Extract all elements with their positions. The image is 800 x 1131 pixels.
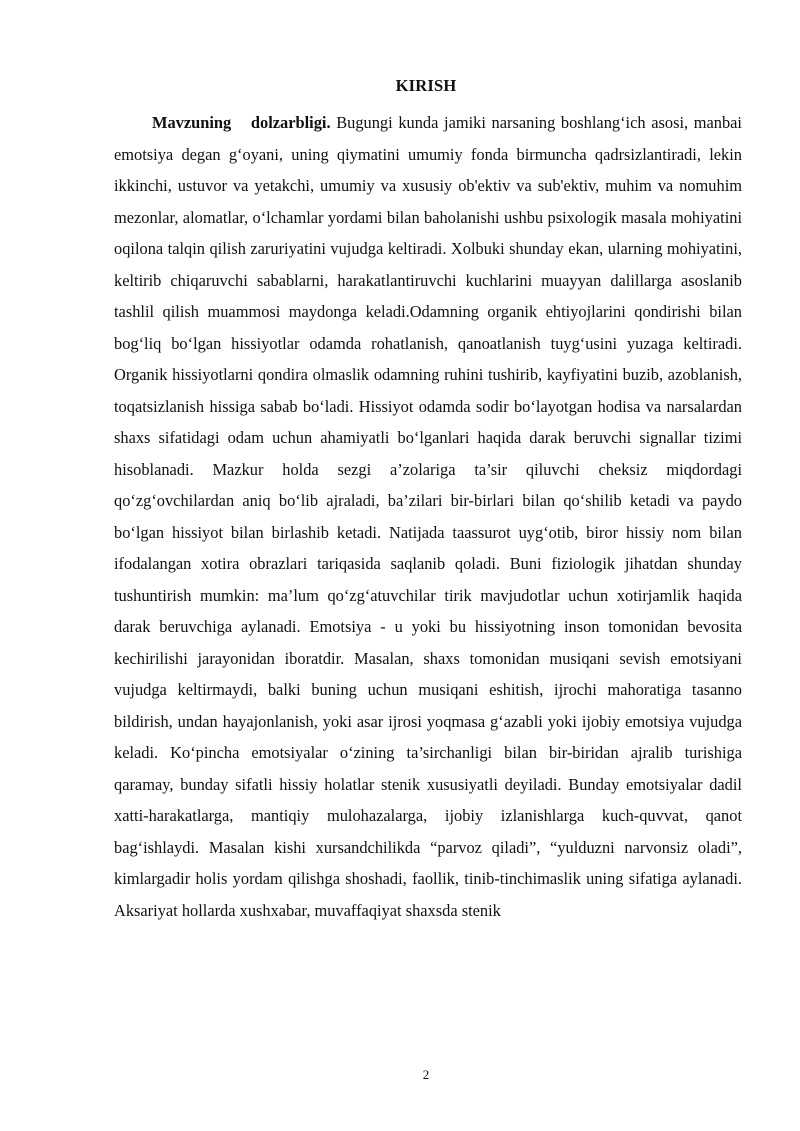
paragraph-text: Bugungi kunda jamiki narsaning boshlang‘ich asosi, manbai emotsiya degan g‘oyani, uning qiymatini umumiy fonda birmuncha qadrsizlantiradi, lekin ikkinchi, ustuvor va yetakchi, umumiy va xususiy ob'ektiv va sub'ektiv, muhim va nomuhim mezonlar, alomatlar, o‘lchamlar yordami bilan baholanishi ushbu psixologik masala mohiyatini oqilona talqin qilish zaruriyatini vujudga keltiradi. Xolbuki shunday ekan, ularning mohiyatini, keltirib chiqaruvchi sabablarni, harakatlantiruvchi kuchlarini muayyan dalillarga asoslanib tashlil qilish muammosi maydonga keladi.Odamning organik ehtiyojlarini qondirishi bilan bog‘liq bo‘lgan hissiyotlar odamda rohatlanish, qanoatlanish tuyg‘usini yuzaga keltiradi. Organik hissiyotlarni qondira olmaslik odamning ruhini tushirib, kayfiyatini buzib, azoblanish, toqatsizlanish hissiga sabab bo‘ladi. Hissiyot odamda sodir bo‘layotgan hodisa va narsalardan shaxs sifatidagi odam uchun ahamiyatli bo‘lganlari haqida darak beruvchi signallar tizimi hisoblanadi. Mazkur holda sezgi a’zolariga ta’sir qiluvchi cheksiz miqdordagi qo‘zg‘ovchilardan aniq bo‘lib ajraladi, ba’zilari bir-birlari bilan qo‘shilib ketadi va paydo bo‘lgan hissiyot bilan birlashib ketadi. Natijada taassurot uyg‘otib, biror hissiy nom bilan ifodalangan xotira obrazlari tariqasida saqlanib qoladi. Buni fiziologik jihatdan shunday tushuntirish mumkin: ma’lum qo‘zg‘atuvchilar tirik mavjudotlar uchun xotirjamlik haqida darak beruvchiga aylanadi. Emotsiya - u yoki bu hissiyotning inson tomonidan bevosita kechirilishi jarayonidan iboratdir. Masalan, shaxs tomonidan musiqani sevish emotsiyani vujudga keltirmaydi, balki buning uchun musiqani eshitish, ijrochi mahoratiga tasanno bildirish, undan hayajonlanish, yoki asar ijrosi yoqmasa g‘azabli yoki ijobiy emotsiya vujudga keladi. Ko‘pincha emotsiyalar o‘zining ta’sirchanligi bilan bir-biridan ajralib turishiga qaramay, bunday sifatli hissiy holatlar stenik xususiyatli deyiladi. Bunday emotsiyalar dadil xatti-harakatlarga, mantiqiy mulohazalarga, ijobiy izlanishlarga kuch-quvvat, qanot bag‘ishlaydi. Masalan kishi xursandchilikda “parvoz qiladi”, “yulduzni narvonsiz oladi”, kimlargadir holis yordam qilishga shoshadi, faollik, tinib-tinchimaslik uning sifatiga aylanadi. Aksariyat hollarda xushxabar, muvaffaqiyat shaxsda stenik	[114, 113, 742, 920]
section-heading: KIRISH	[395, 76, 457, 95]
body-paragraph	[114, 107, 742, 926]
page-number: 2	[422, 1067, 430, 1082]
lead-phrase: Mavzuning dolzarbligi.	[152, 113, 331, 132]
